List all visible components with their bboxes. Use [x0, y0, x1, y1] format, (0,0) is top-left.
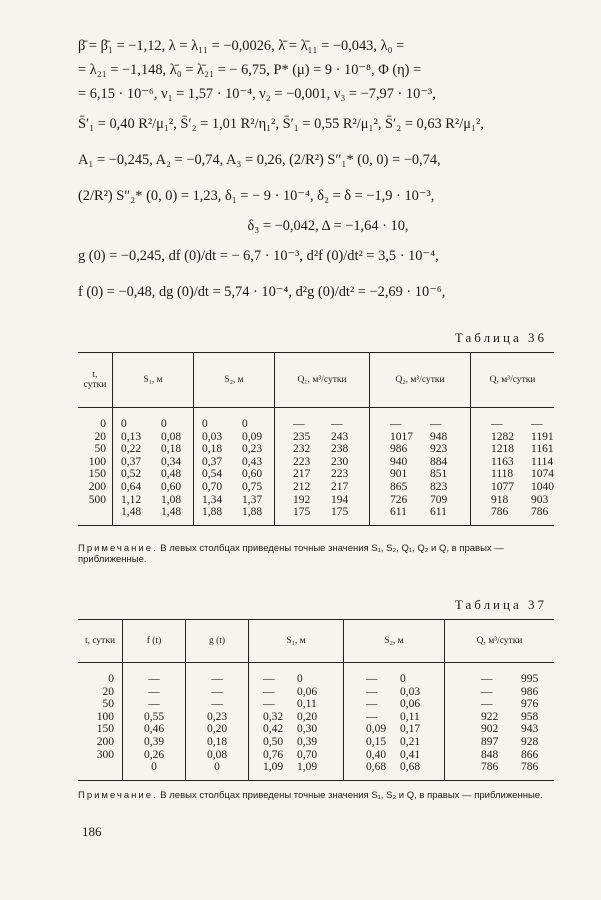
t37-q-approx-value: 866 [521, 748, 539, 761]
t37-s2-cell [366, 686, 444, 699]
t36-s1-cell [121, 443, 193, 456]
t36-q2-approx-value: 823 [430, 480, 448, 493]
t36-s2-approx-value: 0,60 [242, 468, 263, 481]
t37-s2-exact-value: — [366, 685, 378, 698]
t36-q2-approx-value: 709 [430, 493, 448, 506]
t37-t-cell: 100 [96, 710, 114, 723]
t37-q-exact-value: — [481, 685, 493, 698]
t36-q2-exact-value: 901 [390, 468, 408, 481]
t37-s2-approx-value: 0,06 [400, 698, 421, 711]
t36-header-s1: S₁, м [113, 353, 194, 408]
t37-column-g [186, 663, 248, 780]
t37-s1-approx-value: 0,20 [297, 710, 318, 723]
table-37-note [78, 790, 548, 801]
t36-q1-exact-value: — [293, 418, 305, 430]
t36-q2-exact-value: 726 [390, 493, 408, 506]
t37-column-s2 [344, 663, 444, 780]
t37-header-s2: S₂, м [344, 620, 445, 663]
t36-s1-cell [121, 481, 193, 494]
t37-s2-exact-value: 0,09 [366, 723, 387, 736]
t37-s1-exact-value: 0,32 [263, 710, 284, 723]
t36-q2-approx-value: 611 [430, 506, 447, 519]
t37-s2-cell [366, 723, 444, 736]
t37-s1-exact-value: 1,09 [263, 761, 284, 774]
t36-q2-approx-value: 884 [430, 455, 448, 468]
t37-s1-exact-value: — [263, 685, 275, 698]
t37-t-cell: 300 [96, 748, 114, 761]
table-37-note-lead: Примечание. [78, 790, 158, 801]
t36-s2-cell [202, 456, 274, 469]
t36-header-q2: Q₂, м³/сутки [370, 353, 471, 408]
t36-q2-approx-value: 923 [430, 443, 448, 456]
t36-column-q2 [370, 408, 470, 525]
t36-q-exact-value: 786 [491, 506, 509, 519]
t36-q-exact-value: 1118 [491, 468, 514, 481]
t36-s2-cell [202, 431, 274, 444]
t37-s1-cell [263, 761, 343, 774]
t36-q2-cell [390, 494, 470, 507]
t37-f-cell: — [148, 698, 160, 711]
t37-s1-cell [263, 698, 343, 711]
t36-q-cell [491, 456, 554, 469]
t36-s2-exact-value: 0,54 [202, 468, 223, 481]
t36-s1-exact-value: 0,13 [121, 430, 142, 443]
t37-header-g: g (t) [186, 620, 249, 663]
t36-s1-approx-value: 0,08 [161, 430, 182, 443]
t37-header-t: t, сутки [78, 620, 123, 663]
t37-s2-cell [366, 736, 444, 749]
t37-q-exact-value: — [481, 698, 493, 711]
t36-q-exact-value: — [491, 418, 503, 430]
t36-q2-cell [390, 456, 470, 469]
t36-q-exact-value: 918 [491, 493, 509, 506]
t36-q1-cell [293, 468, 369, 481]
t37-s2-approx-value: 0,21 [400, 735, 421, 748]
t36-s2-cell [202, 481, 274, 494]
t37-q-cell [481, 698, 554, 711]
t36-q1-exact-value: 223 [293, 455, 311, 468]
t37-s2-cell [366, 749, 444, 762]
t37-s2-approx-value: 0,17 [400, 723, 421, 736]
t36-s1-cell [121, 506, 193, 519]
t36-column-q1 [275, 408, 369, 525]
t37-g-cell: — [211, 673, 223, 685]
t37-s2-approx-value: 0,11 [400, 710, 420, 723]
t37-s2-approx-value: 0 [400, 673, 406, 685]
t37-s2-approx-value: 0,41 [400, 748, 421, 761]
t36-s2-cell [202, 494, 274, 507]
t37-q-cell [481, 686, 554, 699]
t36-q-exact-value: 1163 [491, 455, 514, 468]
t36-s1-exact-value: 0,22 [121, 443, 142, 456]
t37-g-cell: 0,20 [206, 723, 228, 736]
t37-s1-approx-value: 0,06 [297, 685, 318, 698]
t36-s1-exact-value: 1,48 [121, 506, 142, 519]
t37-q-approx-value: 958 [521, 710, 539, 723]
t37-q-exact-value: 897 [481, 735, 499, 748]
t36-q1-cell [293, 481, 369, 494]
t36-s1-approx-value: 0,34 [161, 455, 182, 468]
t36-header-q: Q, м³/сутки [471, 353, 555, 408]
t37-s2-approx-value: 0,68 [400, 761, 421, 774]
t37-s2-exact-value: — [366, 673, 378, 685]
t36-s1-approx-value: 0 [161, 418, 167, 430]
t37-header-f: f (t) [123, 620, 186, 663]
t37-g-cell: — [211, 685, 223, 698]
formula-line-9: f (0) = −0,48, dg (0)/dt = 5,74 · 10⁻⁴, d²g (0)/dt² = −2,69 · 10⁻⁶, [78, 284, 446, 300]
t36-s1-cell [121, 431, 193, 444]
t36-q1-exact-value: 217 [293, 468, 311, 481]
t36-q-exact-value: 1282 [491, 430, 514, 443]
t37-header-s1: S₁, м [249, 620, 344, 663]
t37-s1-exact-value: — [263, 673, 275, 685]
t37-s2-cell [366, 698, 444, 711]
table-36-note [78, 543, 548, 565]
t36-s2-approx-value: 0,75 [242, 480, 263, 493]
t37-s1-approx-value: 0,39 [297, 735, 318, 748]
t37-q-cell [481, 736, 554, 749]
t36-s2-approx-value: 0,43 [242, 455, 263, 468]
t36-s2-approx-value: 1,88 [242, 506, 263, 519]
t36-q-approx-value: 1114 [531, 455, 554, 468]
t37-column-f [123, 663, 185, 780]
t37-g-cell: 0,18 [206, 735, 228, 748]
t36-q2-approx-value: 851 [430, 468, 448, 481]
t36-q-approx-value: 1074 [531, 468, 554, 481]
t37-q-cell [481, 761, 554, 774]
t37-s2-approx-value: 0,03 [400, 685, 421, 698]
t36-q2-exact-value: 611 [390, 506, 407, 519]
t37-q-approx-value: 986 [521, 685, 539, 698]
t37-q-approx-value: 995 [521, 673, 539, 685]
t37-f-cell: — [148, 673, 160, 685]
t36-q2-exact-value: 986 [390, 443, 408, 456]
t36-column-q [471, 408, 554, 525]
t36-q2-exact-value: 940 [390, 455, 408, 468]
formula-line-6: (2/R²) S″₂* (0, 0) = 1,23, δ₁ = − 9 · 10⁻⁴, δ₂ = δ = −1,9 · 10⁻³, [78, 188, 435, 204]
t36-q-exact-value: 1218 [491, 443, 514, 456]
t36-t-cell: 150 [88, 468, 106, 481]
t36-t-cell: 0 [100, 418, 106, 430]
t36-header-s2: S₂, м [194, 353, 275, 408]
t37-t-cell: 150 [96, 723, 114, 736]
t36-s2-cell [202, 418, 274, 431]
formula-line-5: A₁ = −0,245, A₂ = −0,74, A₃ = 0,26, (2/R²) S″₁* (0, 0) = −0,74, [78, 152, 441, 168]
t36-q2-cell [390, 443, 470, 456]
t37-f-cell: 0,55 [143, 710, 165, 723]
t37-column-t [78, 663, 122, 780]
t37-s1-approx-value: 1,09 [297, 761, 318, 774]
t36-s1-cell [121, 468, 193, 481]
t37-t-cell: 20 [102, 685, 114, 698]
formula-line-2: = λ₂₁ = −1,148, λ̄₀ = λ̄₂₁ = − 6,75, P* (μ) = 9 · 10⁻⁸, Φ (η) = [78, 62, 422, 78]
t36-t-cell: 500 [88, 493, 106, 506]
t36-q1-exact-value: 235 [293, 430, 311, 443]
t36-q-approx-value: 1040 [531, 480, 554, 493]
t37-s1-exact-value: 0,42 [263, 723, 284, 736]
t36-q1-approx-value: 217 [331, 480, 349, 493]
t36-s2-exact-value: 0,37 [202, 455, 223, 468]
t36-q2-cell [390, 468, 470, 481]
t37-q-approx-value: 786 [521, 761, 539, 774]
page-number: 186 [82, 824, 102, 839]
t37-q-cell [481, 711, 554, 724]
t36-q-cell [491, 418, 554, 431]
t36-q2-cell [390, 481, 470, 494]
t37-f-cell: 0 [151, 761, 157, 774]
t37-q-cell [481, 749, 554, 762]
t36-q2-approx-value: — [430, 418, 442, 430]
t37-s2-exact-value: 0,68 [366, 761, 387, 774]
t36-q-exact-value: 1077 [491, 480, 514, 493]
t36-q-cell [491, 468, 554, 481]
t36-q-approx-value: 903 [531, 493, 549, 506]
t36-q1-cell [293, 506, 369, 519]
t37-s2-exact-value: — [366, 710, 378, 723]
t37-s2-exact-value: — [366, 698, 378, 711]
t36-s1-exact-value: 0 [121, 418, 127, 430]
t36-q1-exact-value: 192 [293, 493, 311, 506]
t36-s1-cell [121, 494, 193, 507]
t37-s2-exact-value: 0,40 [366, 748, 387, 761]
t37-column-s1 [249, 663, 343, 780]
t36-header-q1: Q₁, м³/сутки [275, 353, 370, 408]
t36-q2-exact-value: 865 [390, 480, 408, 493]
t37-s1-approx-value: 0,11 [297, 698, 317, 711]
t36-q1-approx-value: 238 [331, 443, 349, 456]
t37-s1-cell [263, 686, 343, 699]
t36-q-cell [491, 494, 554, 507]
table-36-title: Таблица 36 [454, 330, 547, 345]
t36-s2-exact-value: 1,88 [202, 506, 223, 519]
t37-f-cell: — [148, 685, 160, 698]
t36-q-approx-value: — [531, 418, 543, 430]
t37-q-exact-value: 786 [481, 761, 499, 774]
t37-s1-cell [263, 673, 343, 686]
t36-s1-exact-value: 0,37 [121, 455, 142, 468]
t37-s1-exact-value: 0,76 [263, 748, 284, 761]
t37-s1-approx-value: 0,70 [297, 748, 318, 761]
t36-q-approx-value: 786 [531, 506, 549, 519]
t36-q2-cell [390, 418, 470, 431]
t36-t-cell: 100 [88, 455, 106, 468]
t37-s1-cell [263, 723, 343, 736]
t37-s1-approx-value: 0 [297, 673, 303, 685]
t37-q-approx-value: 943 [521, 723, 539, 736]
t36-q1-exact-value: 212 [293, 480, 311, 493]
t36-s2-approx-value: 1,37 [242, 493, 263, 506]
t36-t-cell: 20 [94, 430, 106, 443]
t36-q2-cell [390, 431, 470, 444]
t36-q1-exact-value: 175 [293, 506, 311, 519]
t37-s2-cell [366, 711, 444, 724]
t37-s1-cell [263, 711, 343, 724]
t37-g-cell: 0 [214, 761, 220, 774]
t36-s2-approx-value: 0 [242, 418, 248, 430]
table-36-note-text: В левых столбцах приведены точные значения S₁, S₂, Q₁, Q₂ и Q, в правых — приближенные. [78, 543, 504, 565]
t36-q2-exact-value: 1017 [390, 430, 413, 443]
table-37-note-text: В левых столбцах приведены точные значения S₁, S₂ и Q, в правых — приближенные. [157, 790, 543, 801]
t36-header-t: t, сутки [78, 353, 113, 408]
t36-q-approx-value: 1191 [531, 430, 554, 443]
t36-s1-approx-value: 1,48 [161, 506, 182, 519]
formula-line-8: g (0) = −0,245, df (0)/dt = − 6,7 · 10⁻³, d²f (0)/dt² = 3,5 · 10⁻⁴, [78, 248, 439, 264]
formula-line-1: β̄ = β̄₁ = −1,12, λ = λ₁₁ = −0,0026, λ̄ = λ̄₁₁ = −0,043, λ₀ = [78, 38, 405, 54]
t37-t-cell [78, 761, 114, 774]
t36-q2-approx-value: 948 [430, 430, 448, 443]
t37-q-exact-value: 848 [481, 748, 499, 761]
t37-header-q: Q, м³/сутки [445, 620, 555, 663]
t36-q1-cell [293, 494, 369, 507]
t37-s1-cell [263, 736, 343, 749]
formula-block [78, 34, 578, 310]
t37-s2-cell [366, 761, 444, 774]
t36-q1-cell [293, 443, 369, 456]
t36-s1-approx-value: 0,18 [161, 443, 182, 456]
t37-s2-exact-value: 0,15 [366, 735, 387, 748]
t36-t-cell [78, 506, 106, 519]
t36-q1-approx-value: 230 [331, 455, 349, 468]
t37-q-cell [481, 723, 554, 736]
t36-s1-cell [121, 418, 193, 431]
formula-line-7: δ₃ = −0,042, Δ = −1,64 · 10, [247, 218, 409, 234]
t36-q1-cell [293, 418, 369, 431]
t37-s2-cell [366, 673, 444, 686]
t36-s2-cell [202, 443, 274, 456]
t36-s1-approx-value: 0,48 [161, 468, 182, 481]
table-36 [78, 352, 554, 526]
t37-s1-approx-value: 0,30 [297, 723, 318, 736]
t36-q-cell [491, 481, 554, 494]
t36-s2-cell [202, 506, 274, 519]
t36-q-cell [491, 431, 554, 444]
t36-q1-approx-value: 223 [331, 468, 349, 481]
formula-line-3: = 6,15 · 10⁻⁶, ν₁ = 1,57 · 10⁻⁴, ν₂ = −0,001, ν₃ = −7,97 · 10⁻³, [78, 86, 436, 102]
t36-s2-exact-value: 0,03 [202, 430, 223, 443]
t36-s1-cell [121, 456, 193, 469]
t36-column-t [78, 408, 112, 525]
t36-q1-cell [293, 456, 369, 469]
t36-q1-exact-value: 232 [293, 443, 311, 456]
t36-t-cell: 200 [88, 480, 106, 493]
t36-q-cell [491, 443, 554, 456]
t37-q-exact-value: — [481, 673, 493, 685]
t37-s1-exact-value: 0,50 [263, 735, 284, 748]
t36-s1-approx-value: 1,08 [161, 493, 182, 506]
t36-q1-approx-value: 243 [331, 430, 349, 443]
t37-t-cell: 200 [96, 735, 114, 748]
t36-q1-approx-value: — [331, 418, 343, 430]
t37-f-cell: 0,39 [143, 735, 165, 748]
t36-q2-cell [390, 506, 470, 519]
t36-q-approx-value: 1161 [531, 443, 554, 456]
t37-g-cell: 0,23 [206, 710, 228, 723]
t36-q2-exact-value: — [390, 418, 402, 430]
t37-s1-exact-value: — [263, 698, 275, 711]
t37-q-exact-value: 922 [481, 710, 499, 723]
t37-f-cell: 0,46 [143, 723, 165, 736]
t37-g-cell: 0,08 [206, 748, 228, 761]
t36-q-cell [491, 506, 554, 519]
t36-s2-cell [202, 468, 274, 481]
t36-s1-exact-value: 0,64 [121, 480, 142, 493]
formula-line-4: S̄′₁ = 0,40 R²/μ₁², S̄′₂ = 1,01 R²/η₁², S̄′₁ = 0,55 R²/μ₁², S̄′₂ = 0,63 R²/μ₁², [78, 116, 484, 132]
t36-s2-approx-value: 0,09 [242, 430, 263, 443]
t37-column-q [445, 663, 554, 780]
t36-s2-exact-value: 0 [202, 418, 208, 430]
t37-t-cell: 0 [108, 673, 114, 685]
t36-s1-exact-value: 0,52 [121, 468, 142, 481]
table-37-title: Таблица 37 [454, 597, 547, 612]
t36-column-s2 [194, 408, 274, 525]
t36-s2-exact-value: 0,18 [202, 443, 223, 456]
t37-q-exact-value: 902 [481, 723, 499, 736]
table-36-note-lead: Примечание. [78, 543, 158, 554]
t37-s1-cell [263, 749, 343, 762]
t36-q1-approx-value: 175 [331, 506, 349, 519]
table-37 [78, 619, 554, 781]
t37-f-cell: 0,26 [143, 748, 165, 761]
t37-q-approx-value: 976 [521, 698, 539, 711]
t36-s1-approx-value: 0,60 [161, 480, 182, 493]
t36-s2-approx-value: 0,23 [242, 443, 263, 456]
t36-t-cell: 50 [94, 443, 106, 456]
t36-q1-approx-value: 194 [331, 493, 349, 506]
t37-q-approx-value: 928 [521, 735, 539, 748]
t36-s2-exact-value: 0,70 [202, 480, 223, 493]
t37-q-cell [481, 673, 554, 686]
t36-q1-cell [293, 431, 369, 444]
t37-t-cell: 50 [102, 698, 114, 711]
t36-s1-exact-value: 1,12 [121, 493, 142, 506]
t36-s2-exact-value: 1,34 [202, 493, 223, 506]
t36-column-s1 [113, 408, 193, 525]
t37-g-cell: — [211, 698, 223, 711]
